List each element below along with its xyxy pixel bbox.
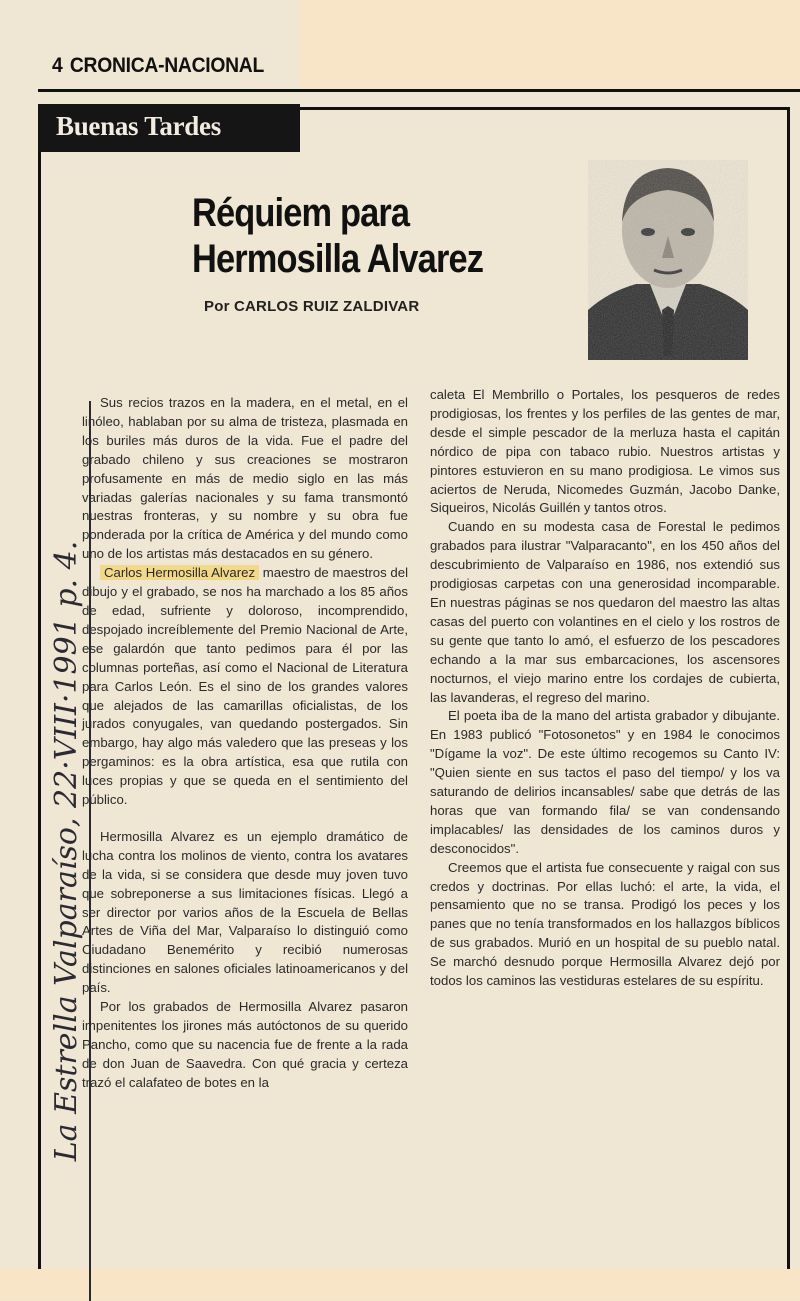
paragraph: Hermosilla Alvarez es un ejemplo dramático de lucha contra los molinos de viento, contra los avatares de la vida, si se considera que desde muy joven tuvo que sobreponerse a sus limitaciones físicas. Llegó a ser director por varios años de la Escuela de Bellas Artes de Viña del Mar, Valparaíso lo distinguió como Ciudadano Benemérito y recibió numerosas distinciones en salones oficiales latinoamericanos y del país. bbox=[82, 828, 408, 996]
column-kicker bbox=[38, 104, 300, 152]
paragraph: Creemos que el artista fue consecuente y raigal con sus credos y doctrinas. Por ellas luchó: el arte, la vida, el pensamiento que no se transa. Prodigó los peces y los panes que no tenía transformados en los hallazgos bíblicos de sus grabados. Murió en un hospital de su pueblo natal. Se marchó desnudo porque Hermosilla Alvarez dejó por todos los caminos las vestiduras estelares de su espíritu. bbox=[430, 859, 780, 989]
highlighted-name: Carlos Hermosilla Alvarez bbox=[100, 565, 259, 580]
article-headline bbox=[192, 190, 483, 282]
paragraph: caleta El Membrillo o Portales, los pesqueros de redes prodigiosas, los frentes y los perfiles de las gentes de mar, desde el simple pescador de la merluza hasta el capitán nórdico de pipa con tabaco rubio. Nuestros artistas y pintores estuvieron en su mano prodigiosa. Le vimos sus aciertos de Neruda, Nicomedes Guzmán, Jacobo Danke, Siqueiros, Nicolás Guillén y tantos otros. bbox=[430, 387, 780, 516]
headline-line-1: Réquiem para bbox=[192, 191, 410, 235]
paragraph bbox=[82, 564, 408, 810]
article-column-left bbox=[82, 394, 408, 1093]
paragraph-text: maestro de maestros del dibujo y el grabado, se nos ha marchado a los 85 años de edad, sufriente y doloroso, incomprendido, despojado increíblemente del Premio Nacional de Arte, ese galardón que tanto pedimos para él por las columnas porteñas, así como el Nacional de Literatura para Carlos León. Es el sino de los grandes valores que alejados de las camarillas oficialistas, de los jurados conyugales, van quedando postergados. Sin embargo, hay algo más valedero que las preseas y los pergaminos: es la obra artística, esa que rutila con luces propias y que se queda en el sentimiento del público. bbox=[82, 565, 408, 808]
headline-line-2: Hermosilla Alvarez bbox=[192, 237, 484, 281]
section-name: CRONICA-NACIONAL bbox=[69, 54, 264, 77]
paragraph: Sus recios trazos en la madera, en el metal, en el linóleo, hablaban por su alma de tristeza, plasmada en los buriles más duros de la vida. Fue el padre del grabado chileno y sus creaciones se mostraron profusamente en más de medio siglo en las más variadas galerías nacionales y su fama transmontó nuestras fronteras, y su nombre y su obra fue ponderada por la crítica de América y del mundo como uno de los artistas más destacados en su género. bbox=[82, 395, 408, 562]
header-rule bbox=[38, 89, 800, 92]
author-portrait-photo bbox=[588, 160, 748, 360]
page-number: 4 bbox=[52, 54, 63, 77]
page-header bbox=[52, 54, 264, 78]
background-paper-bottom bbox=[0, 1268, 800, 1300]
handwritten-source-note: La Estrella Valparaíso, 22·VIII·1991 p. 4. bbox=[49, 401, 91, 1301]
paragraph: El poeta iba de la mano del artista grabador y dibujante. En 1983 publicó "Fotosonetos" y en 1984 le conocimos "Dígame la voz". De este último recogemos su Canto IV: "Quien siente en sus tactos el paso del tiempo/ y los va saturando de delirios incansables/ sabe que detrás de las horas que van formando fila/ se van condensando implacables/ las densidades de los caminos duros y desconocidos". bbox=[430, 708, 780, 856]
article-byline: Por CARLOS RUIZ ZALDIVAR bbox=[204, 298, 420, 315]
background-paper bbox=[300, 0, 800, 88]
paragraph: Por los grabados de Hermosilla Alvarez pasaron impenitentes los jirones más autóctonos de su querido Pancho, como que su nacencia fue de frente a la rada de don Juan de Saavedra. Con qué gracia y certeza trazó el calafateo de botes en la bbox=[82, 999, 408, 1090]
paragraph: Cuando en su modesta casa de Forestal le pedimos grabados para ilustrar "Valparacanto", en los 450 años del descubrimiento de Valparaíso en 1986, nos extendió sus prodigiosas carpetas con una generosidad incomparable. En nuestras páginas se nos quedaron del maestro las altas casas del puerto con volantines en el cielo y los rostros de su gente que tanto lo amó, el esfuerzo de los pescadores echando a la mar sus embarcaciones, los ascensores nocturnos, el viejo marino entre los cordajes de cubierta, las lavanderas, el regreso del marino. bbox=[430, 519, 780, 705]
kicker-text: Buenas Tardes bbox=[56, 111, 221, 141]
article-column-right bbox=[430, 386, 780, 991]
portrait-image bbox=[588, 160, 748, 360]
